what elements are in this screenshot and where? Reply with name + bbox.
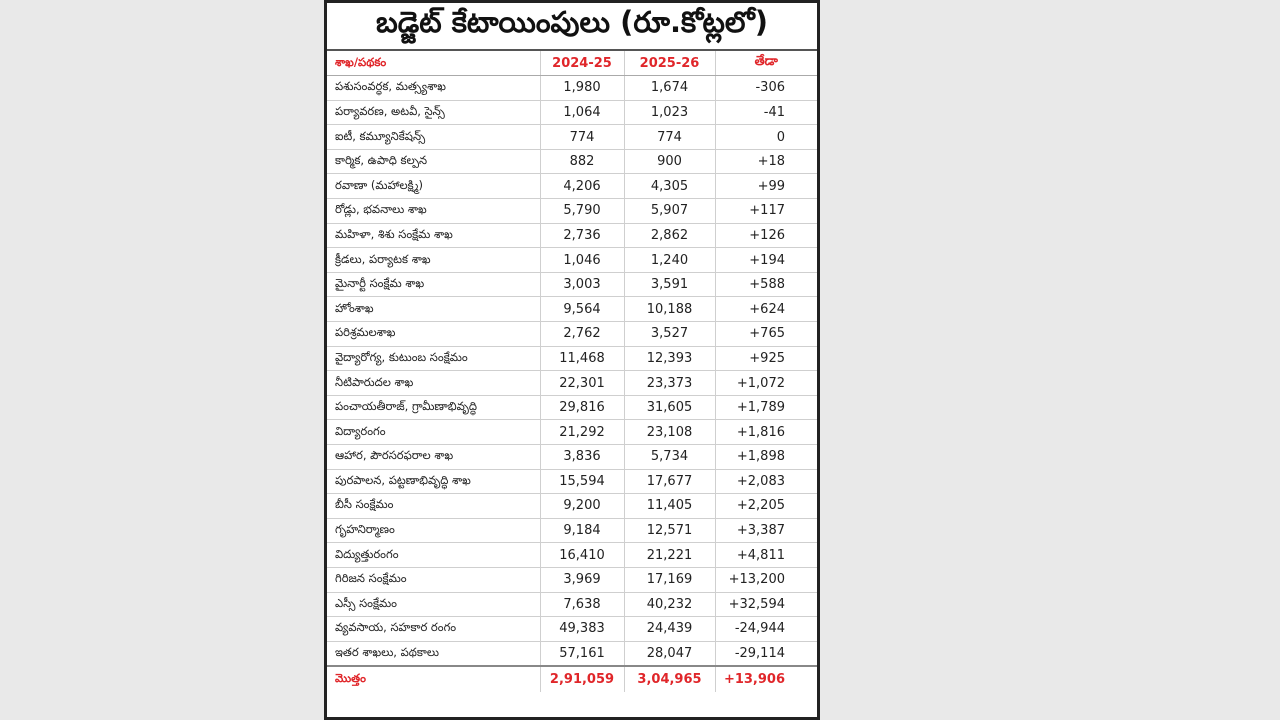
amount-2025-26: 17,677 xyxy=(624,469,715,494)
amount-2024-25: 3,836 xyxy=(540,445,624,470)
total-label: మొత్తం xyxy=(327,666,540,692)
amount-2025-26: 900 xyxy=(624,149,715,174)
department-name: మైనార్టీ సంక్షేమ శాఖ xyxy=(327,272,540,297)
total-2025-26: 3,04,965 xyxy=(624,666,715,692)
table-row xyxy=(327,617,817,642)
department-name: పశుసంవర్ధక, మత్స్యశాఖ xyxy=(327,76,540,101)
header-department: శాఖ/పథకం xyxy=(327,51,540,76)
amount-2024-25: 3,003 xyxy=(540,272,624,297)
difference: +32,594 xyxy=(715,592,817,617)
table-row xyxy=(327,322,817,347)
difference: +1,816 xyxy=(715,420,817,445)
budget-card xyxy=(324,0,820,720)
amount-2024-25: 3,969 xyxy=(540,567,624,592)
budget-table xyxy=(327,51,817,692)
amount-2024-25: 9,184 xyxy=(540,518,624,543)
amount-2025-26: 774 xyxy=(624,125,715,150)
table-row xyxy=(327,272,817,297)
difference: +126 xyxy=(715,223,817,248)
amount-2024-25: 29,816 xyxy=(540,395,624,420)
department-name: ఐటీ, కమ్యూనికేషన్స్ xyxy=(327,125,540,150)
difference: +2,205 xyxy=(715,494,817,519)
amount-2025-26: 23,108 xyxy=(624,420,715,445)
amount-2025-26: 40,232 xyxy=(624,592,715,617)
amount-2024-25: 1,064 xyxy=(540,100,624,125)
department-name: కార్మిక, ఉపాధి కల్పన xyxy=(327,149,540,174)
department-name: క్రీడలు, పర్యాటక శాఖ xyxy=(327,248,540,273)
amount-2025-26: 5,734 xyxy=(624,445,715,470)
header-year-2025-26: 2025-26 xyxy=(624,51,715,76)
table-row xyxy=(327,125,817,150)
difference: +99 xyxy=(715,174,817,199)
table-row xyxy=(327,199,817,224)
table-row xyxy=(327,469,817,494)
difference: 0 xyxy=(715,125,817,150)
header-difference: తేడా xyxy=(715,51,817,76)
difference: +1,898 xyxy=(715,445,817,470)
difference: +624 xyxy=(715,297,817,322)
table-row xyxy=(327,100,817,125)
amount-2024-25: 9,564 xyxy=(540,297,624,322)
total-difference: +13,906 xyxy=(715,666,817,692)
department-name: బీసీ సంక్షేమం xyxy=(327,494,540,519)
table-row xyxy=(327,248,817,273)
table-row xyxy=(327,494,817,519)
table-row xyxy=(327,420,817,445)
amount-2024-25: 5,790 xyxy=(540,199,624,224)
amount-2024-25: 2,736 xyxy=(540,223,624,248)
department-name: విద్యారంగం xyxy=(327,420,540,445)
difference: -41 xyxy=(715,100,817,125)
table-title: బడ్జెట్ కేటాయింపులు (రూ.కోట్లలో) xyxy=(327,3,817,51)
amount-2024-25: 21,292 xyxy=(540,420,624,445)
difference: +194 xyxy=(715,248,817,273)
difference: +2,083 xyxy=(715,469,817,494)
department-name: పరిశ్రమలశాఖ xyxy=(327,322,540,347)
amount-2025-26: 10,188 xyxy=(624,297,715,322)
amount-2025-26: 21,221 xyxy=(624,543,715,568)
department-name: పురపాలన, పట్టణాభివృద్ధి శాఖ xyxy=(327,469,540,494)
table-row xyxy=(327,346,817,371)
difference: -306 xyxy=(715,76,817,101)
table-row xyxy=(327,371,817,396)
table-row xyxy=(327,395,817,420)
amount-2025-26: 17,169 xyxy=(624,567,715,592)
difference: -29,114 xyxy=(715,641,817,666)
difference: +765 xyxy=(715,322,817,347)
department-name: పర్యావరణ, అటవీ, సైన్స్ xyxy=(327,100,540,125)
amount-2024-25: 49,383 xyxy=(540,617,624,642)
table-row xyxy=(327,592,817,617)
amount-2024-25: 9,200 xyxy=(540,494,624,519)
table-row xyxy=(327,297,817,322)
amount-2025-26: 5,907 xyxy=(624,199,715,224)
amount-2025-26: 3,527 xyxy=(624,322,715,347)
amount-2024-25: 882 xyxy=(540,149,624,174)
department-name: హోంశాఖ xyxy=(327,297,540,322)
department-name: వైద్యారోగ్య, కుటుంబ సంక్షేమం xyxy=(327,346,540,371)
amount-2025-26: 1,674 xyxy=(624,76,715,101)
difference: +1,072 xyxy=(715,371,817,396)
amount-2025-26: 23,373 xyxy=(624,371,715,396)
department-name: ఇతర శాఖలు, పథకాలు xyxy=(327,641,540,666)
amount-2025-26: 1,240 xyxy=(624,248,715,273)
amount-2024-25: 7,638 xyxy=(540,592,624,617)
department-name: ఆహార, పౌరసరఫరాల శాఖ xyxy=(327,445,540,470)
amount-2025-26: 2,862 xyxy=(624,223,715,248)
amount-2024-25: 22,301 xyxy=(540,371,624,396)
amount-2025-26: 12,571 xyxy=(624,518,715,543)
amount-2025-26: 31,605 xyxy=(624,395,715,420)
difference: +4,811 xyxy=(715,543,817,568)
department-name: మహిళా, శిశు సంక్షేమ శాఖ xyxy=(327,223,540,248)
department-name: విద్యుత్తురంగం xyxy=(327,543,540,568)
difference: +925 xyxy=(715,346,817,371)
department-name: రవాణా (మహాలక్ష్మి) xyxy=(327,174,540,199)
table-row xyxy=(327,567,817,592)
amount-2025-26: 11,405 xyxy=(624,494,715,519)
difference: -24,944 xyxy=(715,617,817,642)
difference: +1,789 xyxy=(715,395,817,420)
amount-2025-26: 12,393 xyxy=(624,346,715,371)
difference: +117 xyxy=(715,199,817,224)
amount-2024-25: 57,161 xyxy=(540,641,624,666)
amount-2024-25: 2,762 xyxy=(540,322,624,347)
amount-2024-25: 11,468 xyxy=(540,346,624,371)
amount-2024-25: 774 xyxy=(540,125,624,150)
amount-2024-25: 4,206 xyxy=(540,174,624,199)
table-row xyxy=(327,641,817,666)
department-name: ఎస్సీ సంక్షేమం xyxy=(327,592,540,617)
total-2024-25: 2,91,059 xyxy=(540,666,624,692)
department-name: రోడ్లు, భవనాలు శాఖ xyxy=(327,199,540,224)
difference: +3,387 xyxy=(715,518,817,543)
table-row xyxy=(327,76,817,101)
table-row xyxy=(327,518,817,543)
difference: +18 xyxy=(715,149,817,174)
amount-2024-25: 15,594 xyxy=(540,469,624,494)
total-row xyxy=(327,666,817,692)
header-year-2024-25: 2024-25 xyxy=(540,51,624,76)
difference: +588 xyxy=(715,272,817,297)
amount-2025-26: 24,439 xyxy=(624,617,715,642)
department-name: గిరిజన సంక్షేమం xyxy=(327,567,540,592)
table-row xyxy=(327,223,817,248)
table-row xyxy=(327,149,817,174)
department-name: గృహనిర్మాణం xyxy=(327,518,540,543)
amount-2025-26: 28,047 xyxy=(624,641,715,666)
table-row xyxy=(327,174,817,199)
table-row xyxy=(327,543,817,568)
table-row xyxy=(327,445,817,470)
amount-2024-25: 16,410 xyxy=(540,543,624,568)
amount-2024-25: 1,980 xyxy=(540,76,624,101)
difference: +13,200 xyxy=(715,567,817,592)
department-name: నీటిపారుదల శాఖ xyxy=(327,371,540,396)
amount-2025-26: 1,023 xyxy=(624,100,715,125)
amount-2024-25: 1,046 xyxy=(540,248,624,273)
amount-2025-26: 4,305 xyxy=(624,174,715,199)
header-row xyxy=(327,51,817,76)
amount-2025-26: 3,591 xyxy=(624,272,715,297)
department-name: వ్యవసాయ, సహకార రంగం xyxy=(327,617,540,642)
department-name: పంచాయతీరాజ్, గ్రామీణాభివృద్ధి xyxy=(327,395,540,420)
